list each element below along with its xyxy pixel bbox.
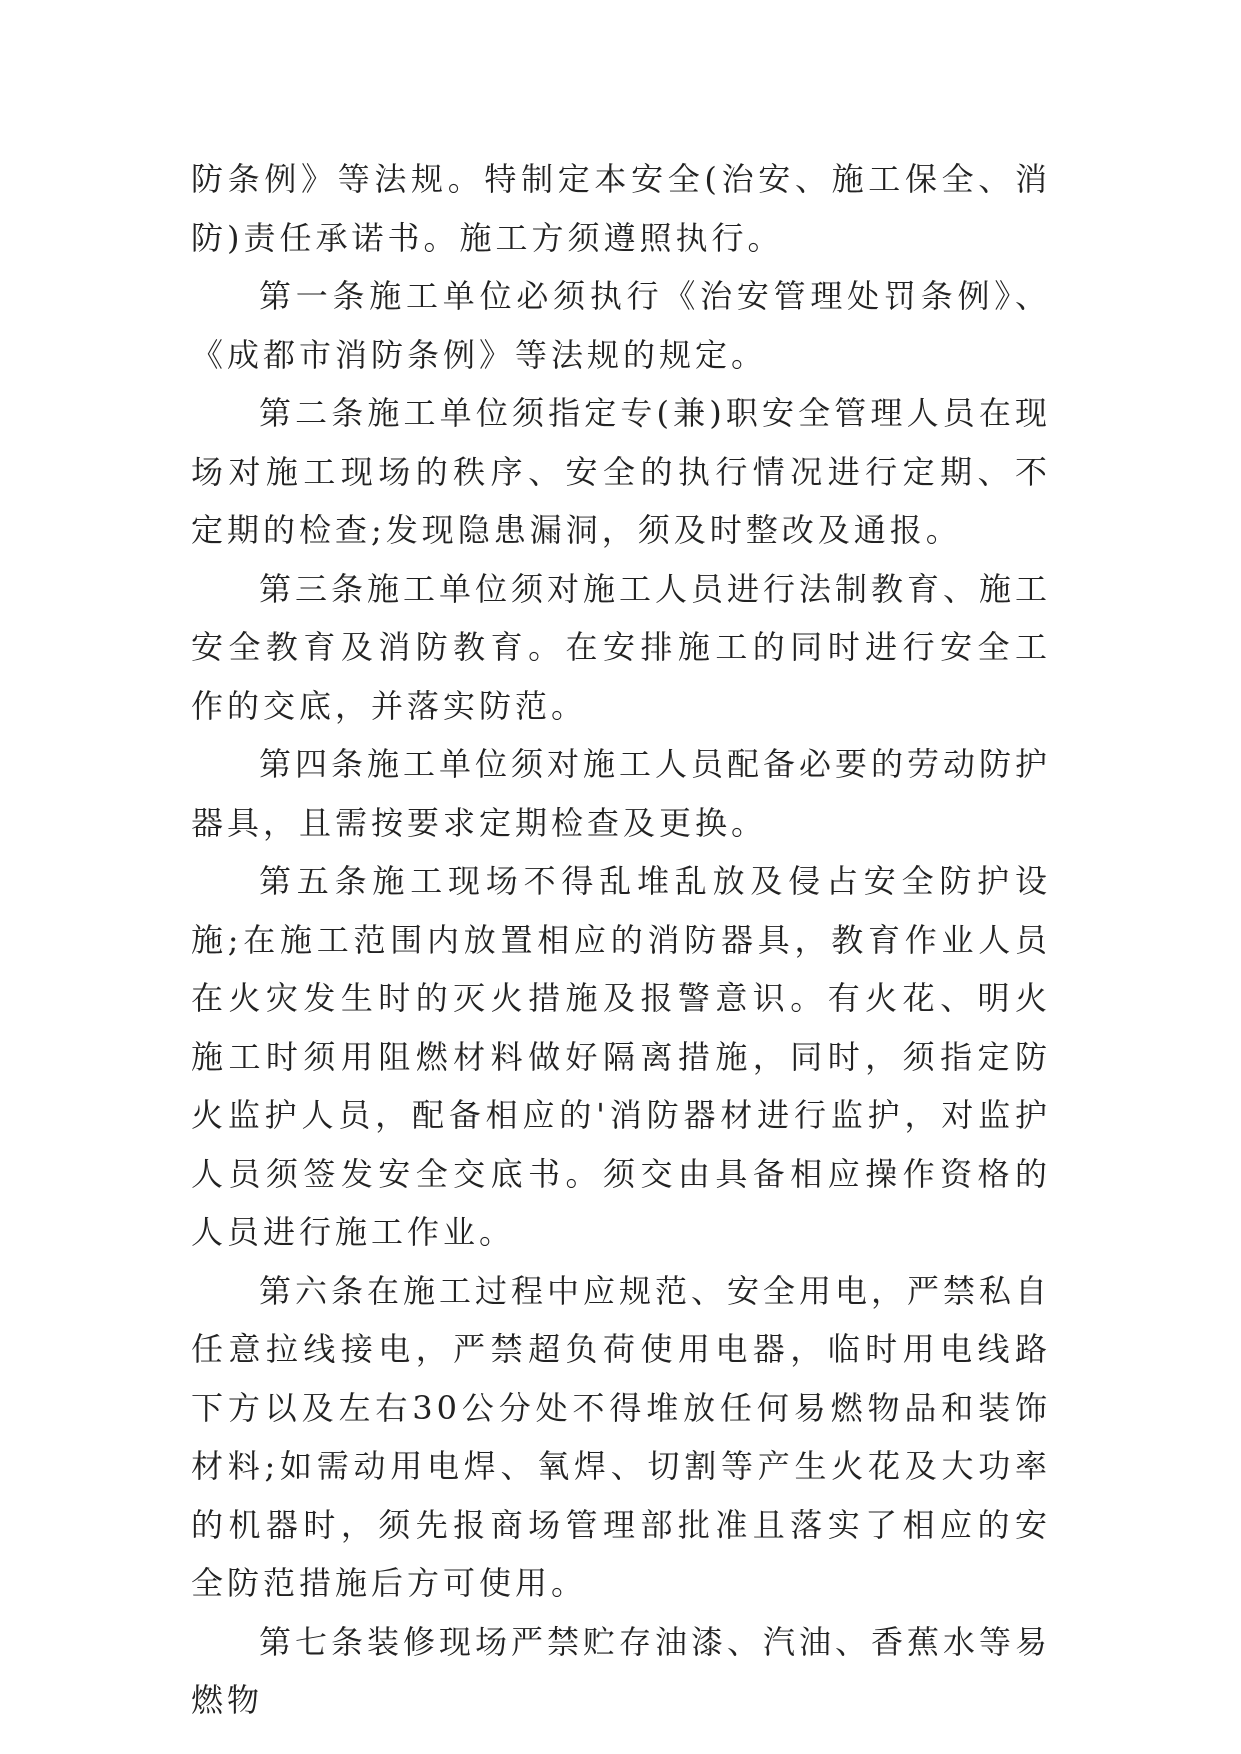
paragraph-intro: 防条例》等法规。特制定本安全(治安、施工保全、消防)责任承诺书。施工方须遵照执行。 bbox=[191, 160, 1051, 257]
paragraph-article-1: 第一条施工单位必须执行《治安管理处罚条例》、《成都市消防条例》等法规的规定。 bbox=[191, 277, 1051, 374]
paragraph-article-4: 第四条施工单位须对施工人员配备必要的劳动防护器具，且需按要求定期检查及更换。 bbox=[191, 745, 1052, 842]
paragraph-article-7: 第七条装修现场严禁贮存油漆、汽油、香蕉水等易燃物 bbox=[191, 1622, 1052, 1719]
document-body bbox=[191, 150, 1051, 1730]
paragraph-article-2: 第二条施工单位须指定专(兼)职安全管理人员在现场对施工现场的秩序、安全的执行情况进行定期、不定期的检查;发现隐患漏洞，须及时整改及通报。 bbox=[191, 394, 1051, 549]
paragraph-article-5: 第五条施工现场不得乱堆乱放及侵占安全防护设施;在施工范围内放置相应的消防器具，教育作业人员在火灾发生时的灭火措施及报警意识。有火花、明火施工时须用阻燃材料做好隔离措施，同时，须指定防火监护人员，配备相应的'消防器材进行监护，对监护人员须签发安全交底书。须交由具备相应操作资格的人员进行施工作业。 bbox=[191, 862, 1051, 1251]
paragraph-article-6: 第六条在施工过程中应规范、安全用电，严禁私自任意拉线接电，严禁超负荷使用电器，临时用电线路下方以及左右30公分处不得堆放任何易燃物品和装饰材料;如需动用电焊、氧焊、切割等产生火花及大功率的机器时，须先报商场管理部批准且落实了相应的安全防范措施后方可使用。 bbox=[191, 1271, 1052, 1602]
paragraph-article-3: 第三条施工单位须对施工人员进行法制教育、施工安全教育及消防教育。在安排施工的同时进行安全工作的交底，并落实防范。 bbox=[191, 569, 1052, 725]
